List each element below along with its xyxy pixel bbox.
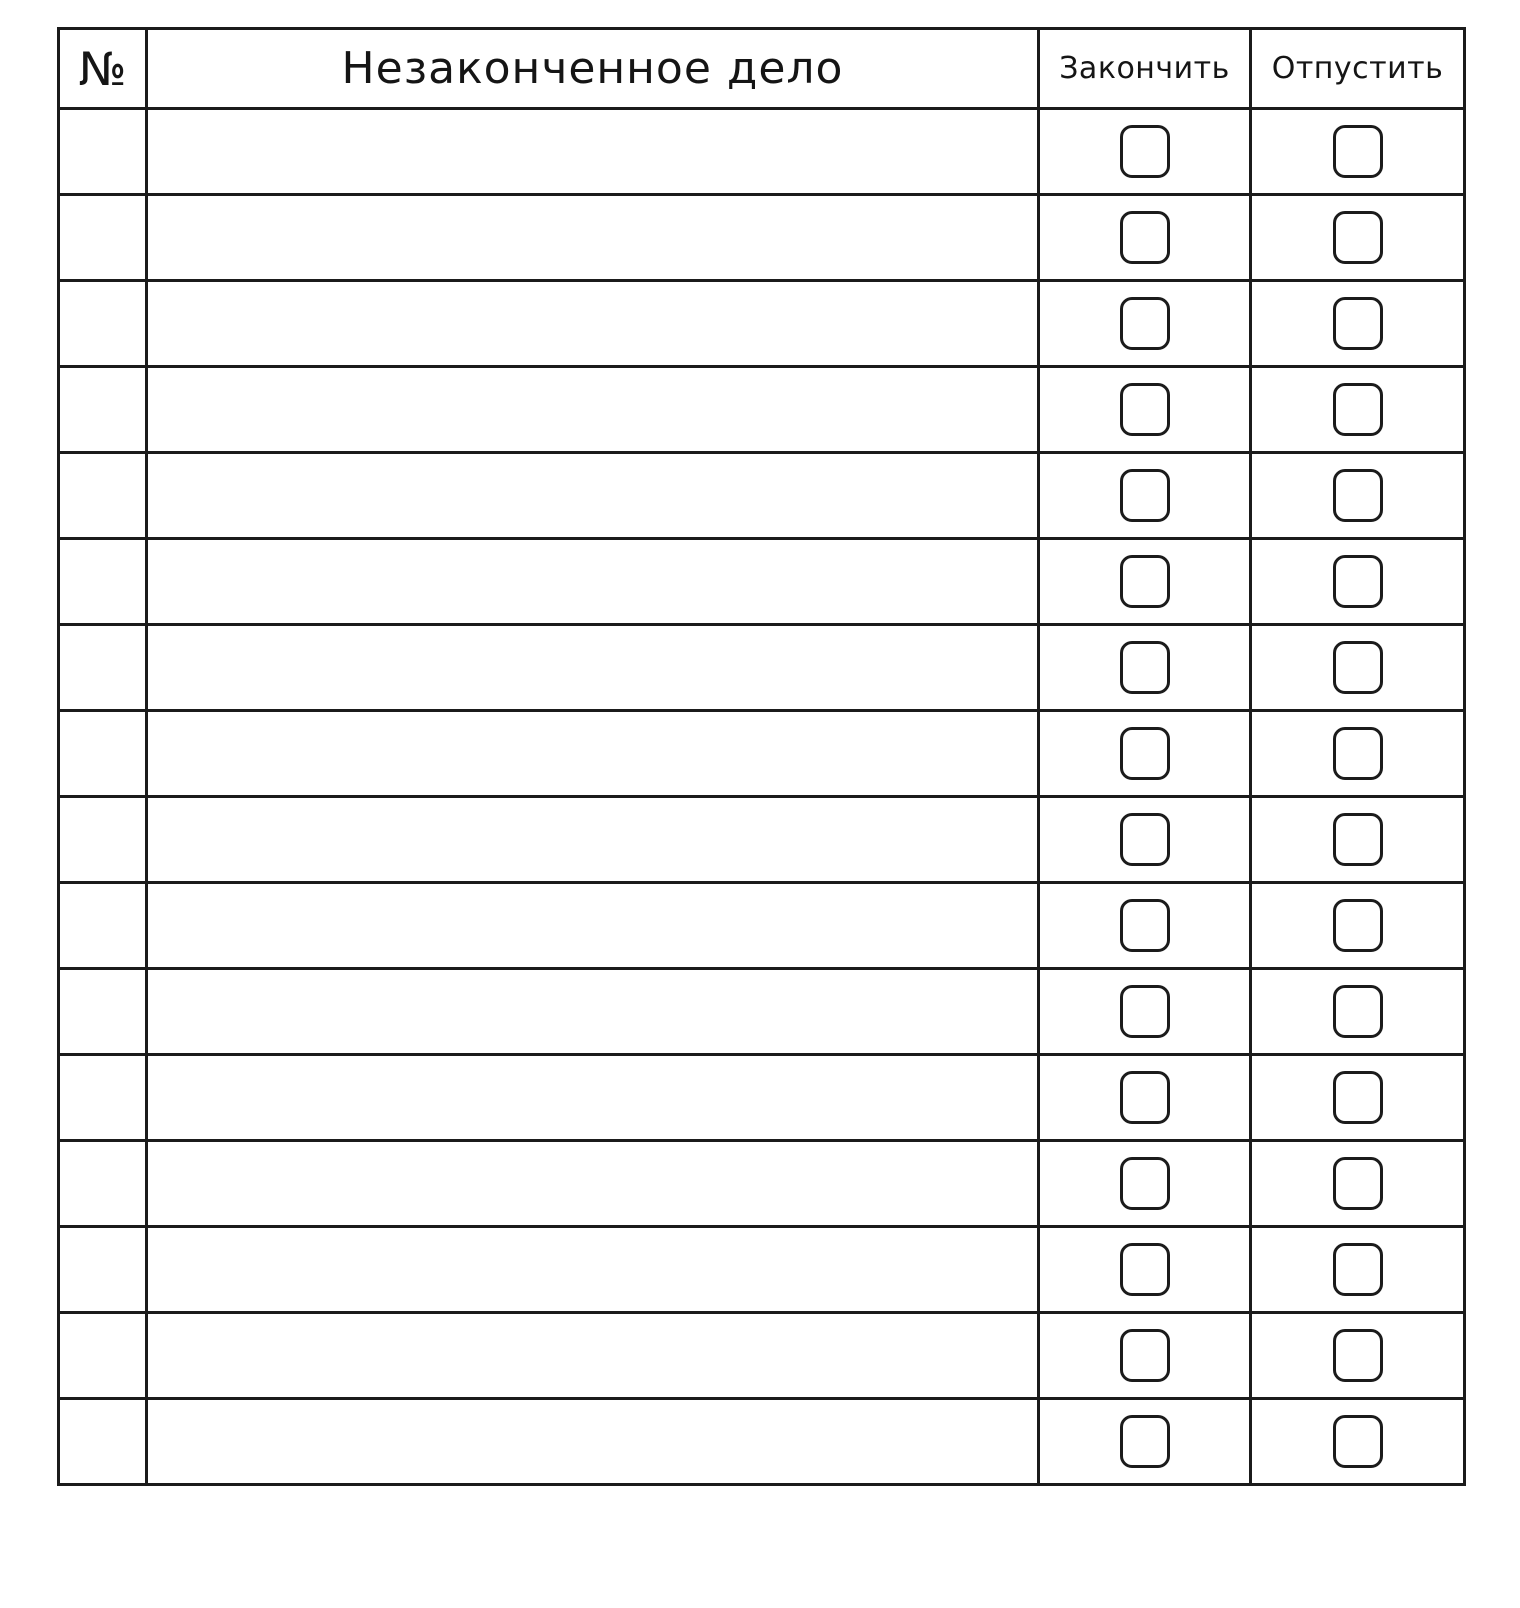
row-number-cell[interactable] (59, 625, 147, 711)
unfinished-business-table (57, 27, 1466, 1486)
letgo-checkbox[interactable] (1333, 297, 1383, 350)
task-entry-cell[interactable] (147, 1399, 1039, 1485)
finish-checkbox[interactable] (1120, 383, 1170, 436)
finish-checkbox[interactable] (1120, 211, 1170, 264)
finish-checkbox[interactable] (1120, 813, 1170, 866)
letgo-checkbox[interactable] (1333, 125, 1383, 178)
letgo-checkbox[interactable] (1333, 555, 1383, 608)
table-row (59, 367, 1465, 453)
letgo-checkbox[interactable] (1333, 383, 1383, 436)
table-row (59, 539, 1465, 625)
letgo-checkbox[interactable] (1333, 985, 1383, 1038)
task-entry-cell[interactable] (147, 109, 1039, 195)
finish-checkbox[interactable] (1120, 985, 1170, 1038)
row-number-cell[interactable] (59, 367, 147, 453)
task-entry-cell[interactable] (147, 281, 1039, 367)
table-row (59, 195, 1465, 281)
table-row (59, 797, 1465, 883)
finish-checkbox[interactable] (1120, 641, 1170, 694)
row-number-cell[interactable] (59, 1055, 147, 1141)
table-row (59, 1141, 1465, 1227)
letgo-checkbox[interactable] (1333, 1157, 1383, 1210)
worksheet-sheet (57, 27, 1466, 1486)
header-row (59, 29, 1465, 109)
row-number-cell[interactable] (59, 1313, 147, 1399)
row-number-cell[interactable] (59, 883, 147, 969)
table-row (59, 969, 1465, 1055)
finish-checkbox[interactable] (1120, 469, 1170, 522)
letgo-checkbox[interactable] (1333, 1329, 1383, 1382)
task-entry-cell[interactable] (147, 625, 1039, 711)
finish-checkbox[interactable] (1120, 1157, 1170, 1210)
table-row (59, 1055, 1465, 1141)
letgo-checkbox[interactable] (1333, 1071, 1383, 1124)
column-header-finish: Закончить (1039, 29, 1251, 109)
table-row (59, 625, 1465, 711)
row-number-cell[interactable] (59, 969, 147, 1055)
table-row (59, 1399, 1465, 1485)
table-row (59, 281, 1465, 367)
task-entry-cell[interactable] (147, 539, 1039, 625)
task-entry-cell[interactable] (147, 883, 1039, 969)
task-entry-cell[interactable] (147, 711, 1039, 797)
task-entry-cell[interactable] (147, 1141, 1039, 1227)
finish-checkbox[interactable] (1120, 1415, 1170, 1468)
row-number-cell[interactable] (59, 1141, 147, 1227)
finish-checkbox[interactable] (1120, 1329, 1170, 1382)
row-number-cell[interactable] (59, 1399, 147, 1485)
task-entry-cell[interactable] (147, 195, 1039, 281)
row-number-cell[interactable] (59, 797, 147, 883)
table-row (59, 109, 1465, 195)
row-number-cell[interactable] (59, 453, 147, 539)
task-entry-cell[interactable] (147, 367, 1039, 453)
column-header-letgo: Отпустить (1251, 29, 1465, 109)
letgo-checkbox[interactable] (1333, 1415, 1383, 1468)
row-number-cell[interactable] (59, 195, 147, 281)
letgo-checkbox[interactable] (1333, 1243, 1383, 1296)
row-number-cell[interactable] (59, 1227, 147, 1313)
row-number-cell[interactable] (59, 711, 147, 797)
finish-checkbox[interactable] (1120, 125, 1170, 178)
letgo-checkbox[interactable] (1333, 727, 1383, 780)
table-row (59, 883, 1465, 969)
table-row (59, 453, 1465, 539)
finish-checkbox[interactable] (1120, 899, 1170, 952)
finish-checkbox[interactable] (1120, 727, 1170, 780)
row-number-cell[interactable] (59, 539, 147, 625)
task-entry-cell[interactable] (147, 1227, 1039, 1313)
task-entry-cell[interactable] (147, 1313, 1039, 1399)
finish-checkbox[interactable] (1120, 1243, 1170, 1296)
table-row (59, 1313, 1465, 1399)
task-entry-cell[interactable] (147, 1055, 1039, 1141)
letgo-checkbox[interactable] (1333, 469, 1383, 522)
column-header-task: Незаконченное дело (147, 29, 1039, 109)
task-entry-cell[interactable] (147, 969, 1039, 1055)
finish-checkbox[interactable] (1120, 297, 1170, 350)
table-row (59, 711, 1465, 797)
letgo-checkbox[interactable] (1333, 211, 1383, 264)
finish-checkbox[interactable] (1120, 1071, 1170, 1124)
task-entry-cell[interactable] (147, 797, 1039, 883)
letgo-checkbox[interactable] (1333, 899, 1383, 952)
row-number-cell[interactable] (59, 281, 147, 367)
finish-checkbox[interactable] (1120, 555, 1170, 608)
letgo-checkbox[interactable] (1333, 641, 1383, 694)
row-number-cell[interactable] (59, 109, 147, 195)
table-row (59, 1227, 1465, 1313)
letgo-checkbox[interactable] (1333, 813, 1383, 866)
task-entry-cell[interactable] (147, 453, 1039, 539)
column-header-number: № (59, 29, 147, 109)
